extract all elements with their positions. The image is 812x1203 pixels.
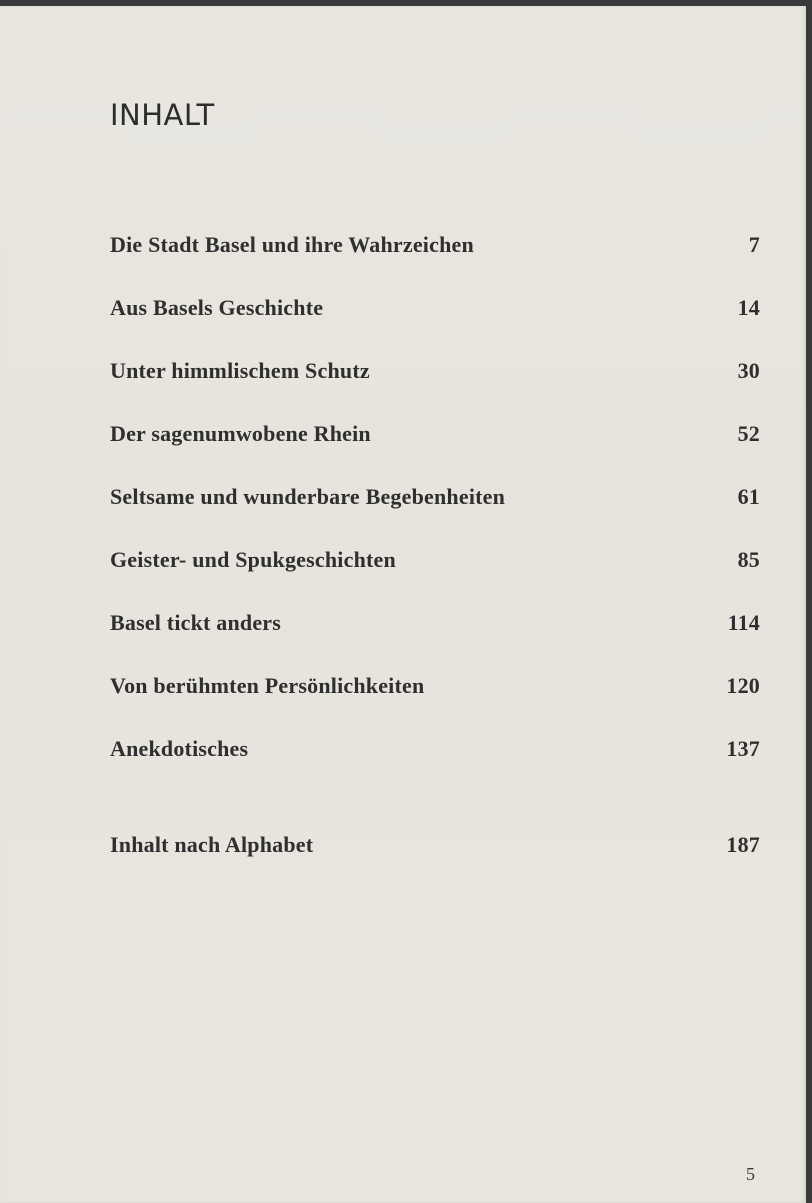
toc-entry[interactable] (110, 484, 760, 547)
toc-entry-title: Seltsame und wunderbare Begebenheiten (110, 484, 506, 509)
toc-entry-page: 14 (737, 295, 760, 320)
toc-entry-title: Die Stadt Basel und ihre Wahrzeichen (110, 232, 474, 257)
toc-entry-page: 30 (737, 358, 760, 383)
toc-entry-page: 85 (737, 547, 760, 572)
toc-entry-title: Unter himmlischem Schutz (110, 358, 370, 383)
toc-entry-title: Aus Basels Geschichte (110, 295, 324, 320)
page-number: 5 (746, 1164, 755, 1184)
toc-entry-title: Der sagenumwobene Rhein (110, 421, 371, 446)
toc-entry[interactable] (110, 295, 760, 358)
book-page (0, 6, 806, 1203)
toc-entry[interactable] (110, 547, 760, 610)
toc-entry[interactable] (110, 232, 760, 295)
toc-entry-page: 7 (748, 232, 760, 257)
toc-entry-page: 137 (726, 736, 760, 761)
toc-entry-title: Anekdotisches (110, 736, 249, 761)
toc-entry-alphabetical-index[interactable] (110, 832, 760, 895)
toc-entry-page: 114 (727, 610, 760, 635)
toc-entry-page: 52 (737, 421, 760, 446)
table-of-contents (110, 232, 760, 895)
page-title: INHALT (110, 98, 215, 132)
toc-entry-title: Basel tickt anders (110, 610, 282, 635)
toc-entry[interactable] (110, 421, 760, 484)
toc-entry[interactable] (110, 673, 760, 736)
toc-entry-title: Inhalt nach Alphabet (110, 832, 314, 857)
toc-entry-title: Geister- und Spukgeschichten (110, 547, 396, 572)
toc-entry[interactable] (110, 358, 760, 421)
toc-entry[interactable] (110, 736, 760, 799)
toc-entry-page: 61 (737, 484, 760, 509)
toc-entry-title: Von berühmten Persönlichkeiten (110, 673, 425, 698)
toc-entry-page: 187 (726, 832, 760, 857)
toc-entry[interactable] (110, 610, 760, 673)
toc-entry-page: 120 (726, 673, 760, 698)
